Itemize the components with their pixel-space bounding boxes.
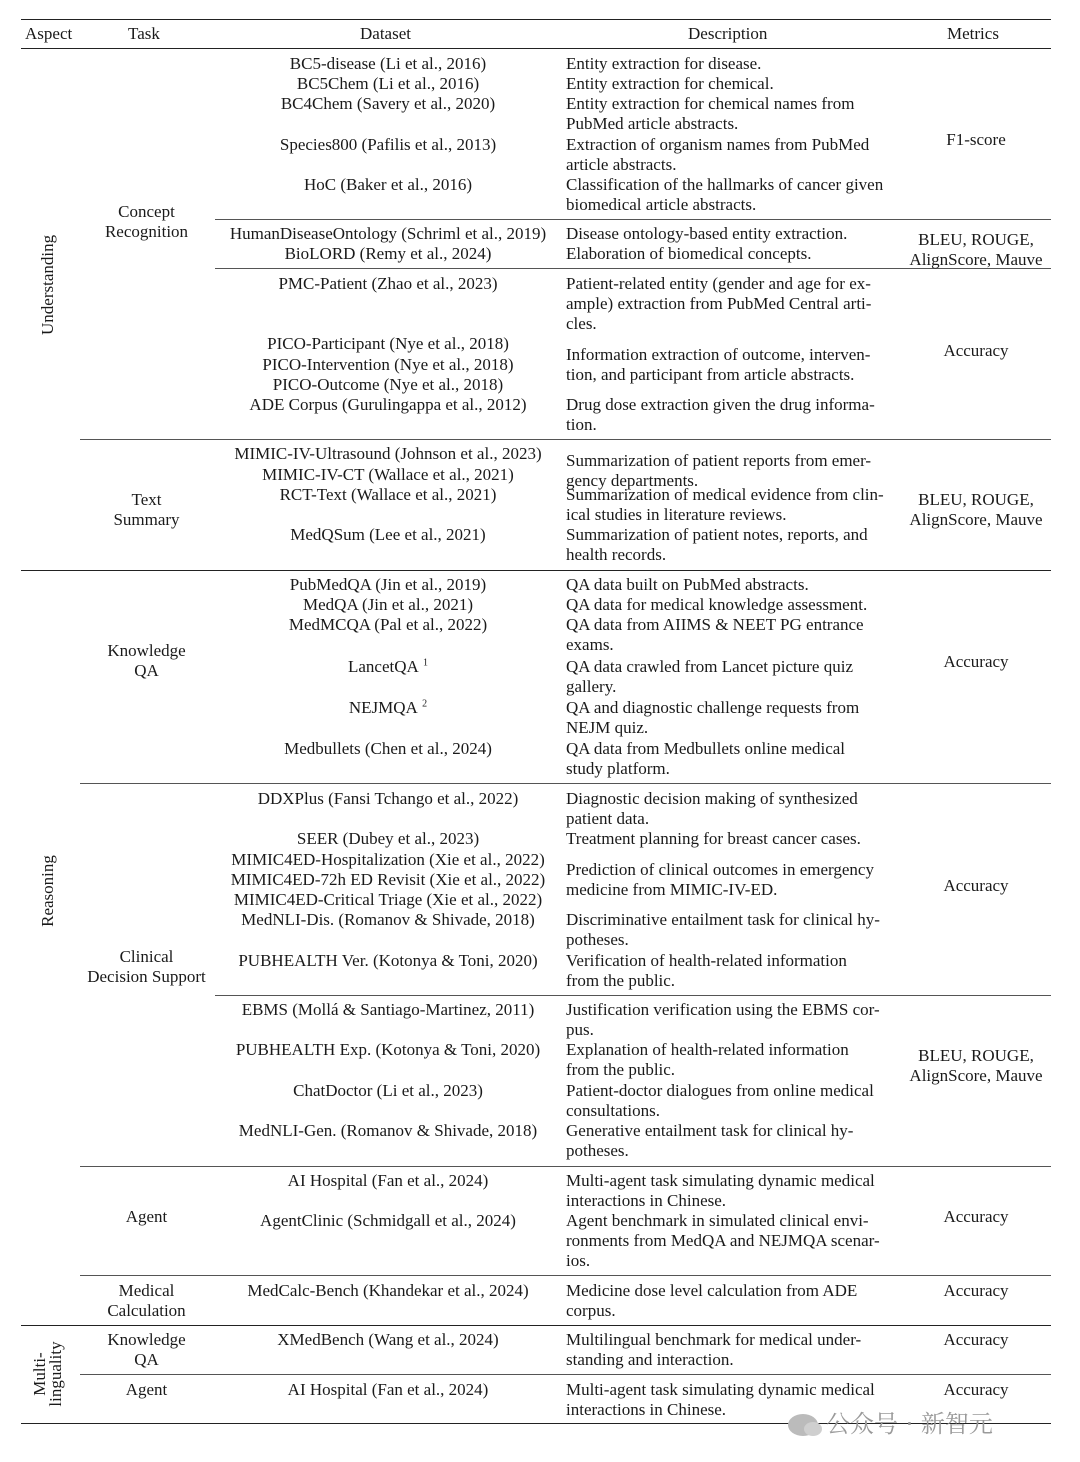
sep-acc-bleu-cds	[215, 995, 1051, 996]
description: Explanation of health-related information from the public.	[566, 1040, 849, 1079]
watermark-text: 公众号 · 新智元	[826, 1410, 993, 1438]
dataset: BC5-disease (Li et al., 2016)	[289, 54, 487, 73]
description: Justification verification using the EBMS cor- pus.	[566, 1000, 880, 1039]
description: Medicine dose level calculation from ADE corpus.	[566, 1281, 858, 1320]
metric-f1: F1-score	[946, 130, 1006, 149]
description: Prediction of clinical outcomes in emergency medicine from MIMIC-IV-ED.	[566, 860, 874, 899]
metric-accuracy: Accuracy	[943, 1380, 1009, 1399]
metric-accuracy: Accuracy	[943, 876, 1009, 895]
dataset: PUBHEALTH Ver. (Kotonya & Toni, 2020)	[238, 951, 538, 970]
dataset: RCT-Text (Wallace et al., 2021)	[279, 485, 497, 504]
description: Elaboration of biomedical concepts.	[566, 244, 812, 263]
sep-concept-summary	[80, 439, 1051, 440]
description: Extraction of organism names from PubMed article abstracts.	[566, 135, 870, 174]
description: Information extraction of outcome, interven- tion, and participant from article abstracts.	[566, 345, 871, 384]
dataset: MedMCQA (Pal et al., 2022)	[288, 615, 488, 634]
description: Diagnostic decision making of synthesized patient data.	[566, 789, 858, 828]
aspect-reasoning: Reasoning	[38, 855, 57, 927]
dataset: Species800 (Pafilis et al., 2013)	[279, 135, 497, 154]
dataset: PUBHEALTH Exp. (Kotonya & Toni, 2020)	[235, 1040, 541, 1059]
sep-kqa-cds	[80, 783, 1051, 784]
description: Multilingual benchmark for medical under- standing and interaction.	[566, 1330, 862, 1369]
metric-accuracy: Accuracy	[943, 1281, 1009, 1300]
description: Generative entailment task for clinical hy- potheses.	[566, 1121, 854, 1160]
dataset: MIMIC-IV-Ultrasound (Johnson et al., 2023)	[234, 444, 542, 463]
task-medical-calculation: Medical Calculation	[107, 1281, 186, 1320]
description: Patient-related entity (gender and age for ex- ample) extraction from PubMed Central arti- cles.	[566, 274, 872, 333]
metric-bleu-rouge: BLEU, ROUGE, AlignScore, Mauve	[909, 230, 1043, 269]
description: Patient-doctor dialogues from online medical consultations.	[566, 1081, 874, 1120]
description: Summarization of medical evidence from clin- ical studies in literature reviews.	[566, 485, 884, 524]
description: QA and diagnostic challenge requests from NEJM quiz.	[566, 698, 860, 737]
metric-accuracy: Accuracy	[943, 341, 1009, 360]
dataset: MIMIC4ED-72h ED Revisit (Xie et al., 2022)	[230, 870, 546, 889]
task-ml-knowledge-qa: Knowledge QA	[107, 1330, 186, 1369]
header-dataset: Dataset	[360, 24, 411, 43]
description: Classification of the hallmarks of cancer given biomedical article abstracts.	[566, 175, 884, 214]
description: Entity extraction for disease.	[566, 54, 762, 73]
description: Entity extraction for chemical names from PubMed article abstracts.	[566, 94, 855, 133]
description: Summarization of patient reports from emer- gency departments.	[566, 451, 872, 490]
description: Multi-agent task simulating dynamic medical interactions in Chinese.	[566, 1171, 875, 1210]
aspect-multilinguality	[32, 1336, 64, 1412]
dataset: DDXPlus (Fansi Tchango et al., 2022)	[257, 789, 519, 808]
sep-agent-medcalc	[80, 1275, 1051, 1276]
dataset: MIMIC-IV-CT (Wallace et al., 2021)	[262, 465, 514, 484]
metric-bleu-rouge: BLEU, ROUGE, AlignScore, Mauve	[909, 490, 1043, 529]
dataset: BioLORD (Remy et al., 2024)	[284, 244, 492, 263]
description: QA data for medical knowledge assessment.	[566, 595, 868, 614]
metric-accuracy: Accuracy	[943, 1207, 1009, 1226]
description: Discriminative entailment task for clinical hy- potheses.	[566, 910, 880, 949]
dataset: BC5Chem (Li et al., 2016)	[296, 74, 480, 93]
description: Treatment planning for breast cancer cases.	[566, 829, 861, 848]
header-task: Task	[128, 24, 160, 43]
dataset: PICO-Outcome (Nye et al., 2018)	[272, 375, 504, 394]
dataset: AI Hospital (Fan et al., 2024)	[287, 1380, 489, 1399]
dataset: XMedBench (Wang et al., 2024)	[277, 1330, 499, 1349]
header-metrics: Metrics	[947, 24, 999, 43]
dataset: MedQA (Jin et al., 2021)	[303, 595, 473, 614]
task-text-summary: Text Summary	[113, 490, 180, 529]
description: Summarization of patient notes, reports, and health records.	[566, 525, 868, 564]
reasoning-multilingual-rule	[21, 1325, 1051, 1326]
dataset-nejmqa: NEJMQA $^2$	[348, 698, 428, 717]
dataset: PICO-Participant (Nye et al., 2018)	[267, 334, 509, 353]
dataset: ADE Corpus (Gurulingappa et al., 2012)	[249, 395, 527, 414]
dataset: BC4Chem (Savery et al., 2020)	[280, 94, 496, 113]
description: QA data from Medbullets online medical study platform.	[566, 739, 846, 778]
task-knowledge-qa: Knowledge QA	[107, 641, 186, 680]
sep-ml-kqa-agent	[80, 1374, 1051, 1375]
dataset: ChatDoctor (Li et al., 2023)	[293, 1081, 483, 1100]
metric-accuracy: Accuracy	[943, 1330, 1009, 1349]
dataset: MedNLI-Gen. (Romanov & Shivade, 2018)	[238, 1121, 538, 1140]
footnote-mark: 1	[423, 657, 429, 669]
sep-f1-bleu	[215, 219, 1051, 220]
dataset: AI Hospital (Fan et al., 2024)	[287, 1171, 489, 1190]
watermark	[788, 1404, 993, 1439]
header-description: Description	[688, 24, 768, 43]
dataset-lancetqa: LancetQA $^1$	[347, 657, 429, 676]
dataset: PubMedQA (Jin et al., 2019)	[289, 575, 487, 594]
dataset: EBMS (Mollá & Santiago-Martinez, 2011)	[241, 1000, 535, 1019]
dataset: PMC-Patient (Zhao et al., 2023)	[278, 274, 498, 293]
dataset: SEER (Dubey et al., 2023)	[296, 829, 480, 848]
header-aspect: Aspect	[25, 24, 73, 43]
dataset: MIMIC4ED-Critical Triage (Xie et al., 2022)	[233, 890, 543, 909]
description: QA data built on PubMed abstracts.	[566, 575, 809, 594]
task-concept-recognition: Concept Recognition	[104, 202, 189, 241]
header-rule	[21, 48, 1051, 49]
dataset: AgentClinic (Schmidgall et al., 2024)	[260, 1211, 516, 1230]
description: Agent benchmark in simulated clinical envi- ronments from MedQA and NEJMQA scenar- ios.	[566, 1211, 880, 1270]
description: Disease ontology-based entity extraction.	[566, 224, 848, 243]
task-clinical-decision-support: Clinical Decision Support	[87, 947, 206, 986]
dataset: MedNLI-Dis. (Romanov & Shivade, 2018)	[241, 910, 535, 929]
dataset: HumanDiseaseOntology (Schriml et al., 2019)	[229, 224, 547, 243]
metric-accuracy: Accuracy	[943, 652, 1009, 671]
description: Entity extraction for chemical.	[566, 74, 774, 93]
description: Multi-agent task simulating dynamic medical interactions in Chinese.	[566, 1380, 875, 1419]
task-ml-agent: Agent	[125, 1380, 168, 1399]
metric-bleu-rouge: BLEU, ROUGE, AlignScore, Mauve	[909, 1046, 1043, 1085]
aspect-multi-line1: Multi-	[30, 1352, 49, 1396]
footnote-mark: 2	[422, 698, 428, 710]
dataset: Medbullets (Chen et al., 2024)	[284, 739, 492, 758]
dataset: PICO-Intervention (Nye et al., 2018)	[262, 355, 514, 374]
description: Drug dose extraction given the drug informa- tion.	[566, 395, 875, 434]
wechat-icon	[788, 1414, 818, 1436]
understanding-reasoning-rule	[21, 570, 1051, 571]
dataset: MedQSum (Lee et al., 2021)	[290, 525, 486, 544]
description: QA data crawled from Lancet picture quiz gallery.	[566, 657, 853, 696]
description: Verification of health-related information from the public.	[566, 951, 847, 990]
task-agent: Agent	[125, 1207, 168, 1226]
description: QA data from AIIMS & NEET PG entrance exams.	[566, 615, 864, 654]
aspect-multi-line2: linguality	[46, 1341, 65, 1407]
dataset: MedCalc-Bench (Khandekar et al., 2024)	[247, 1281, 529, 1300]
top-rule	[21, 19, 1051, 20]
dataset: MIMIC4ED-Hospitalization (Xie et al., 2022)	[231, 850, 545, 869]
dataset: HoC (Baker et al., 2016)	[303, 175, 473, 194]
sep-cds-agent	[80, 1166, 1051, 1167]
aspect-understanding: Understanding	[38, 234, 57, 335]
